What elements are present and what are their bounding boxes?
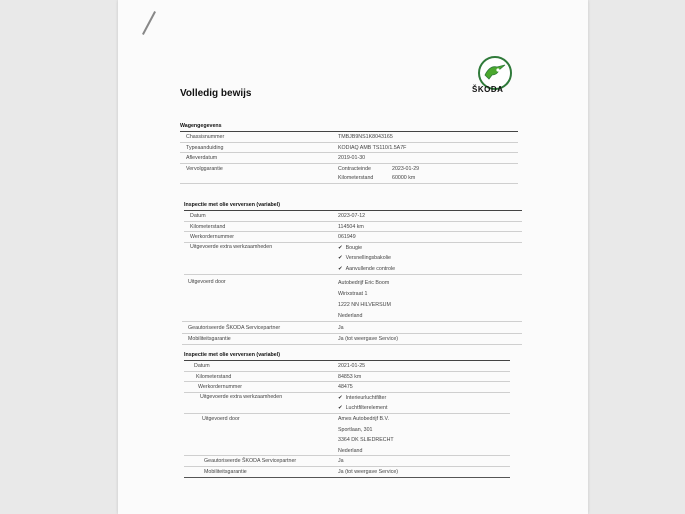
row-value: Kilometerstand <box>338 175 374 182</box>
row-label: Afleverdatum <box>186 155 218 162</box>
inspection-header: Inspectie met olie verversen (variabel) <box>184 202 522 211</box>
row-label: Geautoriseerde ŠKODA Servicepartner <box>188 324 281 331</box>
row-label: Uitgevoerde extra werkzaamheden <box>190 243 273 250</box>
table-row <box>182 322 522 334</box>
row-value: TMBJB9NS1K8043165 <box>338 134 393 140</box>
document-page <box>118 0 588 514</box>
table-row <box>184 382 510 393</box>
address-line: Wirixstraat 1 <box>338 290 368 297</box>
row-label: Werkordernummer <box>190 234 235 241</box>
row-label: Mobiliteitsgarantie <box>204 469 247 476</box>
row-value: 2023-07-12 <box>338 213 366 219</box>
row-value: 2021-01-25 <box>338 363 366 369</box>
table-row <box>184 211 522 222</box>
row-label: Chassisnummer <box>186 134 225 140</box>
row-label: Geautoriseerde ŠKODA Servicepartner <box>204 458 297 465</box>
table-row <box>180 143 518 154</box>
table-row <box>180 153 518 164</box>
list-item: ✔ Luchtfilterelement <box>338 405 388 412</box>
checkmark-icon: ✔ <box>338 255 343 262</box>
row-value: 60000 km <box>392 175 416 182</box>
table-row <box>184 467 510 478</box>
inspection-section <box>184 352 510 478</box>
table-row <box>180 164 518 174</box>
row-value: 114504 km <box>338 223 364 230</box>
row-value: 2023-01-29 <box>392 165 420 172</box>
table-row <box>180 132 518 143</box>
row-label: Typeaanduiding <box>186 144 224 151</box>
address-line: 1222 NN HILVERSUM <box>338 301 391 308</box>
address-line: Nederland <box>338 447 363 454</box>
row-value: KODIAQ AMB TS110/1.5A7F <box>338 144 407 151</box>
checkmark-icon: ✔ <box>338 394 343 401</box>
inspection-section <box>184 202 522 275</box>
row-label: Kilometerstand <box>190 223 226 230</box>
row-label: Uitgevoerd door <box>202 416 240 423</box>
inspection-header: Inspectie met olie verversen (variabel) <box>184 352 510 361</box>
address-line: 3364 DK SLIEDRECHT <box>338 437 394 444</box>
checkmark-icon: ✔ <box>338 405 343 412</box>
extra-work-block <box>184 393 510 415</box>
checkmark-icon: ✔ <box>338 244 343 251</box>
row-label: Vervolggarantie <box>186 165 223 172</box>
list-item: ✔ Interieurluchtfilter <box>338 394 387 401</box>
row-label: Mobiliteitsgarantie <box>188 335 231 342</box>
staple <box>142 11 156 35</box>
row-value: 48475 <box>338 384 353 391</box>
checkmark-icon: ✔ <box>338 265 343 272</box>
row-label: Uitgevoerde extra werkzaamheden <box>200 393 283 400</box>
row-label: Datum <box>190 213 206 219</box>
page-title: Volledig bewijs <box>180 88 252 99</box>
row-label: Datum <box>194 363 210 369</box>
row-value: Ja <box>338 458 344 465</box>
extra-work-block <box>184 243 522 275</box>
row-label: Werkordernummer <box>198 384 243 391</box>
brand-name: ŠKODA <box>472 85 504 94</box>
list-item: ✔ Bougie <box>338 244 363 251</box>
vehicle-header: Wagengegevens <box>180 123 518 132</box>
table-row <box>184 456 510 467</box>
row-value: Ja <box>338 324 344 331</box>
row-label: Kilometerstand <box>196 373 232 380</box>
table-row <box>180 173 518 184</box>
list-item: ✔ Aanvullende controle <box>338 265 396 272</box>
address-line: Ames Autobedrijf B.V. <box>338 416 390 423</box>
address-line: Nederland <box>338 312 363 319</box>
table-row <box>182 334 522 345</box>
row-value: 061949 <box>338 234 356 241</box>
table-row <box>184 222 522 233</box>
address-line: Sportlaan, 301 <box>338 426 373 433</box>
row-label: Uitgevoerd door <box>188 279 226 285</box>
table-row <box>184 361 510 372</box>
row-value: Ja (tot weergave Service) <box>338 469 399 476</box>
table-row <box>184 372 510 383</box>
vehicle-section <box>180 123 518 184</box>
row-value: Ja (tot weergave Service) <box>338 335 399 342</box>
row-value: 2019-01-30 <box>338 155 366 162</box>
address-line: Autobedrijf Eric Boom <box>338 280 390 286</box>
performed-by-block <box>182 278 522 345</box>
row-value: 84853 km <box>338 373 362 380</box>
row-value: Contracteinde <box>338 165 371 172</box>
list-item: ✔ Versnellingsbakolie <box>338 255 391 262</box>
table-row <box>184 232 522 243</box>
